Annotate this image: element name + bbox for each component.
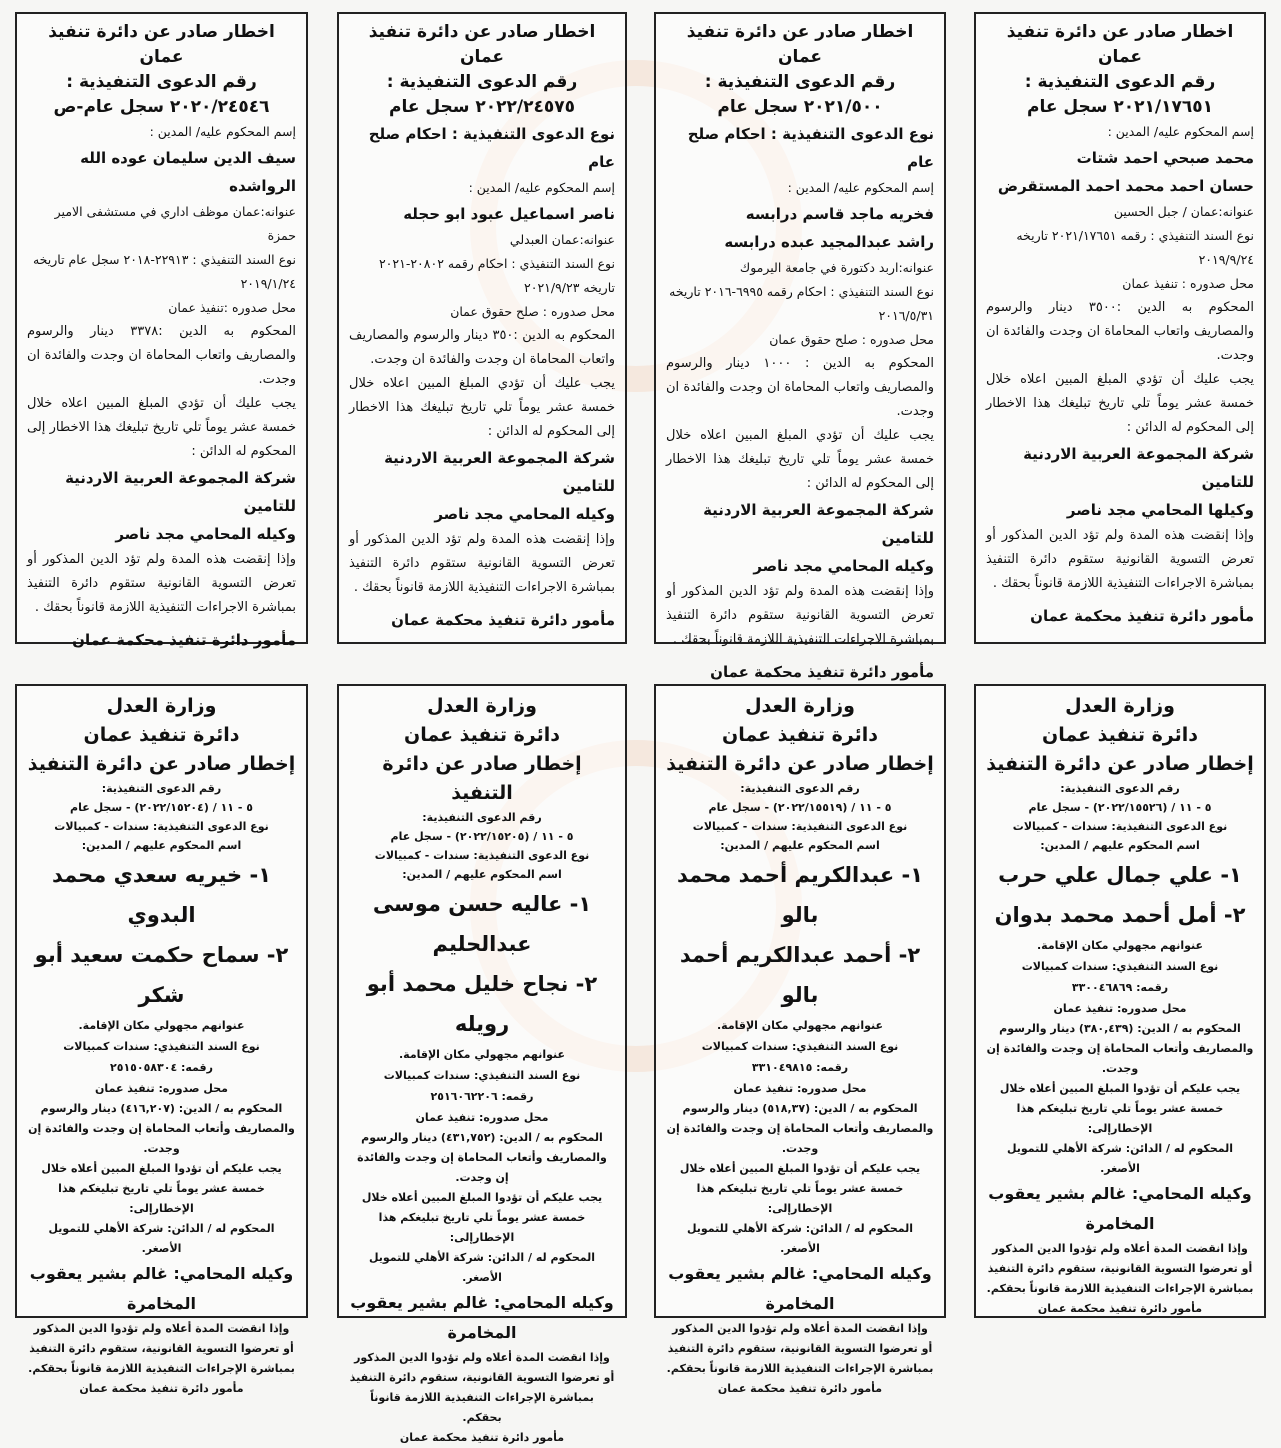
warning: وإذا إنقضت هذه المدة ولم تؤد الدين المذكور أو تعرض التسوية القانونية ستقوم دائرة التنفيذ بمباشرة الاجراءات التنفيذية اللازمة قانوناً بحقك . xyxy=(349,532,615,595)
debtor-name: حسان احمد محمد احمد المستقرض xyxy=(997,177,1254,195)
issued-by: محل صدوره : صلح حقوق عمان xyxy=(769,332,934,347)
debtor-address: عنوانهم مجهولي مكان الإقامة. xyxy=(1036,939,1203,952)
notice-title: إخطار صادر عن دائرة التنفيذ xyxy=(986,753,1254,775)
warning: وإذا إنقضت هذه المدة ولم تؤد الدين المذكور أو تعرض التسوية القانونية ستقوم دائرة التنفيذ بمباشرة الاجراءات التنفيذية اللازمة قانوناً بحقك . xyxy=(986,528,1254,591)
debtor-name: محمد صبحي احمد شتات xyxy=(1076,149,1254,167)
department: دائرة تنفيذ عمان xyxy=(721,724,879,746)
issued-by: محل صدوره : صلح حقوق عمان xyxy=(450,304,615,319)
debtor-name: راشد عبدالمجيد عبده درابسه xyxy=(724,233,934,251)
case-label: رقم الدعوى التنفيذية: xyxy=(101,782,222,795)
case-type: نوع الدعوى التنفيذية : احكام صلح عام xyxy=(368,125,615,171)
case-number: ٢٠٢٠/٢٤٥٤٦ سجل عام-ص xyxy=(53,97,270,117)
notice-title: إخطار صادر عن دائرة التنفيذ xyxy=(27,753,296,775)
case-number: ٥ - ١١ / (٢٠٢٢/١٥٢٠٤) - سجل عام xyxy=(70,801,253,814)
case-type: نوع الدعوى التنفيذية: سندات - كمبيالات xyxy=(692,820,908,833)
amount: المحكوم به الدين :٣٥٠٠ دينار والرسوم والمصاريف واتعاب المحاماة ان وجدت والفائدة ان وجدت. xyxy=(986,300,1255,363)
agent: وكيله المحامي: غالم بشير يعقوب المخامرة xyxy=(350,1293,614,1342)
debtor-name: ١- خيريه سعدي محمد البدوي xyxy=(51,863,272,927)
notice-top-4 xyxy=(15,12,308,649)
ministry: وزارة العدل xyxy=(106,695,217,717)
case-number: ٢٠٢١/١٧٦٥١ سجل عام xyxy=(1026,97,1214,117)
case-label: رقم الدعوى التنفيذية: xyxy=(422,811,542,824)
warning: وإذا انقضت المدة أعلاه ولم تؤدوا الدين المذكور أو تعرضوا التسوية القانونية، ستقوم دائرة التنفيذ بمباشرة الإجراءات التنفيذية اللازمة قانوناً بحقكم. xyxy=(28,1322,295,1375)
notice-top-3 xyxy=(337,12,627,644)
issued-by: محل صدوره :تنفيذ عمان xyxy=(168,300,296,315)
amount: المحكوم به / الدين: (٣٨٠,٤٣٩) دينار والرسوم والمصاريف وأتعاب المحاماة إن وجدت والفائدة إن وجدت. xyxy=(986,1022,1254,1075)
debtor-label: اسم المحكوم عليهم / المدين: xyxy=(720,839,880,852)
agent: وكيله المحامي مجد ناصر xyxy=(434,505,615,523)
doc-type: نوع السند التنفيذي: سندات كمبيالات xyxy=(1021,960,1219,973)
doc-type: نوع السند التنفيذي: سندات كمبيالات xyxy=(383,1069,581,1082)
creditor: المحكوم له / الدائن: شركة الأهلي للتمويل الأصغر. xyxy=(686,1222,914,1255)
debtor-name: ٢- سماح حكمت سعيد أبو شكر xyxy=(34,943,289,1007)
debtor-address: عنوانه:عمان موظف اداري في مستشفى الامير حمزة xyxy=(54,204,296,243)
debtor-name: ٢- أمل أحمد محمد بدوان xyxy=(994,903,1246,927)
agent: وكيله المحامي مجد ناصر xyxy=(753,557,934,575)
debtor-label: اسم المحكوم عليهم / المدين: xyxy=(81,839,242,852)
signature: مأمور دائرة تنفيذ محكمة عمان xyxy=(1030,607,1254,625)
notice-title: إخطار صادر عن دائرة التنفيذ xyxy=(666,753,934,775)
doc-type: نوع السند التنفيذي: سندات كمبيالات xyxy=(701,1040,899,1053)
signature: مأمور دائرة تنفيذ محكمة عمان xyxy=(79,1382,244,1395)
warning: وإذا إنقضت هذه المدة ولم تؤد الدين المذكور أو تعرض التسوية القانونية ستقوم دائرة التنفيذ بمباشرة الاجراءات التنفيذية اللازمة قانوناً بحقك . xyxy=(666,584,934,647)
creditor: شركة المجموعة العربية الاردنية للتامين xyxy=(384,449,615,495)
debtor-address: عنوانهم مجهولي مكان الإقامة. xyxy=(78,1019,245,1032)
instruction: يجب عليك أن تؤدي المبلغ المبين اعلاه خلال خمسة عشر يوماً تلي تاريخ تبليغك هذا الاخطار إلى المحكوم له الدائن : xyxy=(986,372,1254,435)
issued-by: محل صدوره: تنفيذ عمان xyxy=(415,1111,549,1124)
doc-number: رقمه: ٣٣١٠٤٩٨١٥ xyxy=(751,1061,849,1074)
doc-type: نوع السند التنفيذي : احكام رقمه ٦٩٩٥-٢٠١٦ تاريخه ٢٠١٦/٥/٣١ xyxy=(669,284,934,323)
notice-title: اخطار صادر عن دائرة تنفيذ عمان xyxy=(48,22,275,67)
doc-number: رقمه: ٢٥١٦٠٦٢٢٠٦ xyxy=(430,1090,534,1103)
notice-title: اخطار صادر عن دائرة تنفيذ عمان xyxy=(1006,22,1234,67)
doc-type: نوع السند التنفيذي : رقمه ٢٠٢١/١٧٦٥١ تاريخه ٢٠١٩/٩/٢٤ xyxy=(1016,228,1254,267)
issued-by: محل صدوره: تنفيذ عمان xyxy=(733,1082,867,1095)
case-type: نوع الدعوى التنفيذية: سندات - كمبيالات xyxy=(374,849,590,862)
debtor-address: عنوانهم مجهولي مكان الإقامة. xyxy=(716,1019,883,1032)
debtor-label: اسم المحكوم عليهم / المدين: xyxy=(402,868,562,881)
debtor-label: إسم المحكوم عليه/ المدين : xyxy=(787,180,934,195)
instruction: يجب عليكم أن تؤدوا المبلغ المبين أعلاه خلال خمسة عشر يوماً تلي تاريخ تبليغكم هذا الإخطارإلى: xyxy=(41,1162,282,1215)
warning: وإذا انقضت المدة أعلاه ولم تؤدوا الدين المذكور أو تعرضوا التسوية القانونية، ستقوم دائرة التنفيذ بمباشرة الإجراءات التنفيذية اللازمة قانوناً بحقكم. xyxy=(349,1351,615,1424)
case-label: رقم الدعوى التنفيذية : xyxy=(704,72,896,92)
amount: المحكوم به الدين :٣٣٧٨ دينار والرسوم والمصاريف واتعاب المحاماة ان وجدت والفائدة ان وجدت. xyxy=(27,324,297,387)
signature: مأمور دائرة تنفيذ محكمة عمان xyxy=(391,611,615,629)
case-type: نوع الدعوى التنفيذية: سندات - كمبيالات xyxy=(1012,820,1228,833)
notice-title: اخطار صادر عن دائرة تنفيذ عمان xyxy=(686,22,914,67)
agent: وكيله المحامي: غالم بشير يعقوب المخامرة xyxy=(988,1184,1252,1233)
case-label: رقم الدعوى التنفيذية : xyxy=(66,72,257,92)
debtor-address: عنوانهم مجهولي مكان الإقامة. xyxy=(398,1048,565,1061)
doc-number: رقمه: ٢٥١٥٠٥٨٣٠٤ xyxy=(110,1061,213,1074)
debtor-name: ٢- أحمد عبدالكريم أحمد بالو xyxy=(679,943,921,1007)
case-number: ٢٠٢١/٥٠٠ سجل عام xyxy=(717,97,883,117)
debtor-address: عنوانه:عمان / جبل الحسين xyxy=(1113,204,1254,219)
case-number: ٢٠٢٢/٢٤٥٧٥ سجل عام xyxy=(388,97,576,117)
case-label: رقم الدعوى التنفيذية : xyxy=(1024,72,1216,92)
doc-number: رقمه: ٣٣٠٠٤٦٨٦٩ xyxy=(1071,981,1169,994)
debtor-name: ناصر اسماعيل عبود ابو حجله xyxy=(403,205,615,223)
case-type: نوع الدعوى التنفيذية: سندات - كمبيالات xyxy=(54,820,269,833)
case-label: رقم الدعوى التنفيذية: xyxy=(1060,782,1180,795)
amount: المحكوم به الدين :٣٥٠ دينار والرسوم والمصاريف واتعاب المحاماة ان وجدت والفائدة ان وجدت. xyxy=(349,328,615,367)
department: دائرة تنفيذ عمان xyxy=(1041,724,1199,746)
amount: المحكوم به / الدين: (٤١٦,٢٠٧) دينار والرسوم والمصاريف وأتعاب المحاماة إن وجدت والفائدة إن وجدت. xyxy=(28,1102,295,1155)
notice-bottom-2 xyxy=(654,684,946,1395)
doc-type: نوع السند التنفيذي : احكام رقمه ٢٠٨٠٢-٢٠٢١ تاريخه ٢٠٢١/٩/٢٣ xyxy=(378,256,615,295)
creditor: شركة المجموعة العربية الاردنية للتامين xyxy=(703,501,934,547)
debtor-label: إسم المحكوم عليه/ المدين : xyxy=(149,124,296,139)
notice-bottom-3 xyxy=(337,684,627,1444)
case-number: ٥ - ١١ / (٢٠٢٢/١٥٥١٩) - سجل عام xyxy=(708,801,892,814)
department: دائرة تنفيذ عمان xyxy=(403,724,561,746)
debtor-name: ٢- نجاح خليل محمد أبو رويله xyxy=(366,972,598,1036)
instruction: يجب عليكم أن تؤدوا المبلغ المبين أعلاه خلال خمسة عشر يوماً تلي تاريخ تبليغكم هذا الإخطارإلى: xyxy=(679,1162,921,1215)
creditor: المحكوم له / الدائن: شركة الأهلي للتمويل الأصغر. xyxy=(368,1251,596,1284)
case-label: رقم الدعوى التنفيذية: xyxy=(740,782,860,795)
ministry: وزارة العدل xyxy=(1065,695,1175,717)
department: دائرة تنفيذ عمان xyxy=(83,724,240,746)
instruction: يجب عليكم أن تؤدوا المبلغ المبين أعلاه خلال خمسة عشر يوماً تلي تاريخ تبليغكم هذا الإخطارإلى: xyxy=(999,1082,1241,1135)
issued-by: محل صدوره: تنفيذ عمان xyxy=(1053,1002,1187,1015)
signature: مأمور دائرة تنفيذ محكمة عمان xyxy=(717,1382,883,1395)
doc-type: نوع السند التنفيذي : ٢٢٩١٣-٢٠١٨ سجل عام تاريخه ٢٠١٩/١/٢٤ xyxy=(32,252,296,291)
debtor-name: ١- عاليه حسن موسى عبدالحليم xyxy=(372,892,592,956)
issued-by: محل صدوره : تنفيذ عمان xyxy=(1122,276,1254,291)
debtor-label: إسم المحكوم عليه/ المدين : xyxy=(1107,124,1254,139)
agent: وكيله المحامي مجد ناصر xyxy=(115,525,296,543)
signature: مأمور دائرة تنفيذ محكمة عمان xyxy=(1037,1302,1203,1315)
debtor-address: عنوانه:عمان العبدلي xyxy=(509,232,615,247)
doc-type: نوع السند التنفيذي: سندات كمبيالات xyxy=(63,1040,260,1053)
notice-bottom-1 xyxy=(974,684,1266,1318)
ministry: وزارة العدل xyxy=(427,695,537,717)
warning: وإذا إنقضت هذه المدة ولم تؤد الدين المذكور أو تعرض التسوية القانونية ستقوم دائرة التنفيذ بمباشرة الاجراءات التنفيذية اللازمة قانوناً بحقك . xyxy=(27,552,296,615)
agent: وكيله المحامي: غالم بشير يعقوب المخامرة xyxy=(29,1264,294,1313)
instruction: يجب عليك أن تؤدي المبلغ المبين اعلاه خلال خمسة عشر يوماً تلي تاريخ تبليغك هذا الاخطار إلى المحكوم له الدائن : xyxy=(666,428,934,491)
notice-title: إخطار صادر عن دائرة التنفيذ xyxy=(382,753,582,804)
signature: مأمور دائرة تنفيذ محكمة عمان xyxy=(399,1431,565,1444)
debtor-address: عنوانه:اربد دكتورة في جامعة اليرموك xyxy=(739,260,934,275)
instruction: يجب عليك أن تؤدي المبلغ المبين اعلاه خلال خمسة عشر يوماً تلي تاريخ تبليغك هذا الاخطار إلى المحكوم له الدائن : xyxy=(27,396,296,459)
case-type: نوع الدعوى التنفيذية : احكام صلح عام xyxy=(687,125,934,171)
case-label: رقم الدعوى التنفيذية : xyxy=(386,72,578,92)
signature: مأمور دائرة تنفيذ محكمة عمان xyxy=(72,631,296,649)
instruction: يجب عليكم أن تؤدوا المبلغ المبين أعلاه خلال خمسة عشر يوماً تلي تاريخ تبليغكم هذا الإخطارإلى: xyxy=(361,1191,603,1244)
notice-top-2 xyxy=(654,12,946,681)
signature: مأمور دائرة تنفيذ محكمة عمان xyxy=(710,663,934,681)
debtor-label: إسم المحكوم عليه/ المدين : xyxy=(468,180,615,195)
amount: المحكوم به / الدين: (٤٣١,٧٥٢) دينار والرسوم والمصاريف وأتعاب المحاماة إن وجدت والفائدة إن وجدت. xyxy=(357,1131,607,1184)
debtor-name: سيف الدين سليمان عوده الله الرواشده xyxy=(80,149,296,195)
case-number: ٥ - ١١ / (٢٠٢٢/١٥٢٠٥) - سجل عام xyxy=(390,830,574,843)
agent: وكيله المحامي: غالم بشير يعقوب المخامرة xyxy=(668,1264,932,1313)
creditor: شركة المجموعة العربية الاردنية للتامين xyxy=(1023,445,1254,491)
notice-top-1 xyxy=(974,12,1266,644)
amount: المحكوم به الدين : ١٠٠٠ دينار والرسوم والمصاريف واتعاب المحاماة ان وجدت والفائدة ان وجدت. xyxy=(666,356,934,419)
creditor: المحكوم له / الدائن: شركة الأهلي للتمويل الأصغر. xyxy=(1006,1142,1234,1175)
case-number: ٥ - ١١ / (٢٠٢٢/١٥٥٢٦) - سجل عام xyxy=(1028,801,1212,814)
ministry: وزارة العدل xyxy=(745,695,855,717)
amount: المحكوم به / الدين: (٥١٨,٣٧) دينار والرسوم والمصاريف وأتعاب المحاماة إن وجدت والفائدة إن وجدت. xyxy=(666,1102,934,1155)
instruction: يجب عليك أن تؤدي المبلغ المبين اعلاه خلال خمسة عشر يوماً تلي تاريخ تبليغك هذا الاخطار إلى المحكوم له الدائن : xyxy=(349,376,615,439)
creditor: المحكوم له / الدائن: شركة الأهلي للتمويل الأصغر. xyxy=(48,1222,275,1255)
debtor-name: فخريه ماجد قاسم درابسه xyxy=(745,205,934,223)
warning: وإذا انقضت المدة أعلاه ولم تؤدوا الدين المذكور أو تعرضوا التسوية القانونية، ستقوم دائرة التنفيذ بمباشرة الإجراءات التنفيذية اللازمة قانوناً بحقكم. xyxy=(666,1322,934,1375)
notice-bottom-4 xyxy=(15,684,308,1395)
warning: وإذا انقضت المدة أعلاه ولم تؤدوا الدين المذكور أو تعرضوا التسوية القانونية، ستقوم دائرة التنفيذ بمباشرة الإجراءات التنفيذية اللازمة قانوناً بحقكم. xyxy=(986,1242,1254,1295)
debtor-name: ١- عبدالكريم أحمد محمد بالو xyxy=(676,863,924,927)
agent: وكيلها المحامي مجد ناصر xyxy=(1066,501,1254,519)
issued-by: محل صدوره: تنفيذ عمان xyxy=(95,1082,228,1095)
creditor: شركة المجموعة العربية الاردنية للتامين xyxy=(65,469,296,515)
notice-title: اخطار صادر عن دائرة تنفيذ عمان xyxy=(368,22,596,67)
debtor-label: اسم المحكوم عليهم / المدين: xyxy=(1040,839,1200,852)
debtor-name: ١- علي جمال علي حرب xyxy=(998,863,1242,887)
